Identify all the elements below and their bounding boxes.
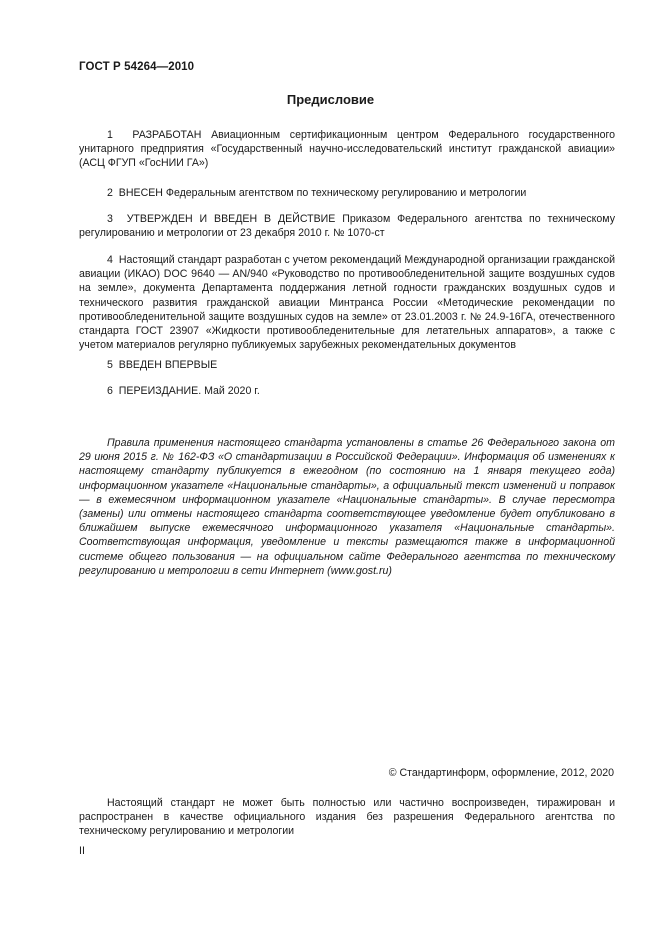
item-text: ВНЕСЕН Федеральным агентством по техническому регулированию и метрологии: [118, 187, 527, 199]
item-number: 4: [107, 254, 113, 266]
item-text: УТВЕРЖДЕН И ВВЕДЕН В ДЕЙСТВИЕ Приказом Федерального агентства по техническому регулированию и метрологии от 23 декабря 2010 г. № 1070-ст: [79, 213, 616, 240]
page-number: II: [79, 845, 85, 857]
reproduction-notice: [79, 796, 615, 839]
item-text: РАЗРАБОТАН Авиационным сертификационным центром Федерального государственного унитарного предприятия «Государственный научно-исследовательский институт гражданской авиации» (АСЦ ФГУП «ГосНИИ ГА»): [79, 129, 615, 170]
item-number: 1: [107, 129, 113, 141]
reproduction-text: Настоящий стандарт не может быть полностью или частично воспроизведен, тиражирован и распространен в качестве официального издания без разрешения Федерального агентства по техническому регулированию и метрологии: [79, 797, 615, 838]
copyright-line: © Стандартинформ, оформление, 2012, 2020: [388, 767, 614, 779]
item-text: Настоящий стандарт разработан с учетом рекомендаций Международной организации гражданской авиации (ИКАО) DOC 9640 — AN/940 «Руководство по противообледенительной защите воздушных судов на земле», документа Департамента поддержания летной годности гражданских воздушных судов и технического развития гражданской авиации Минтранса России «Методические рекомендации по противообледенительной защите воздушных судов на земле» от 23.01.2003 г. № 24.9-16ГА, отечественного стандарта ГОСТ 23907 «Жидкости противообледенительные для летательных аппаратов», а также с учетом материалов регулярно публикуемых зарубежных рекомендательных документов: [79, 254, 615, 352]
foreword-item-6: [79, 384, 615, 398]
item-number: 2: [107, 187, 113, 199]
item-text: ВВЕДЕН ВПЕРВЫЕ: [118, 359, 218, 371]
page-title: Предисловие: [286, 92, 375, 107]
foreword-item-4: [79, 253, 615, 352]
foreword-item-5: [79, 358, 615, 372]
item-number: 6: [107, 385, 113, 397]
notice-text: Правила применения настоящего стандарта установлены в статье 26 Федерального закона от 29 июня 2015 г. № 162-ФЗ «О стандартизации в Российской Федерации». Информация об изменениях к настоящему стандарту публикуется в ежегодном (по состоянию на 1 января текущего года) информационном указателе «Национальные стандарты», а официальный текст изменений и поправок — в ежемесячном информационном указателе «Национальные стандарты». В случае пересмотра (замены) или отмены настоящего стандарта соответствующее уведомление будет опубликовано в ближайшем выпуске ежемесячного информационного указателя «Национальные стандарты». Соответствующая информация, уведомление и тексты размещаются также в информационной системе общего пользования — на официальном сайте Федерального агентства по техническому регулированию и метрологии в сети Интернет (www.gost.ru): [79, 437, 615, 577]
item-text: ПЕРЕИЗДАНИЕ. Май 2020 г.: [118, 385, 260, 397]
foreword-item-3: [79, 212, 615, 240]
item-number: 5: [107, 359, 113, 371]
application-rules-notice: [79, 436, 615, 578]
foreword-item-1: [79, 128, 615, 171]
item-number: 3: [107, 213, 113, 225]
foreword-item-2: [79, 186, 615, 200]
document-id: ГОСТ Р 54264—2010: [79, 61, 195, 73]
